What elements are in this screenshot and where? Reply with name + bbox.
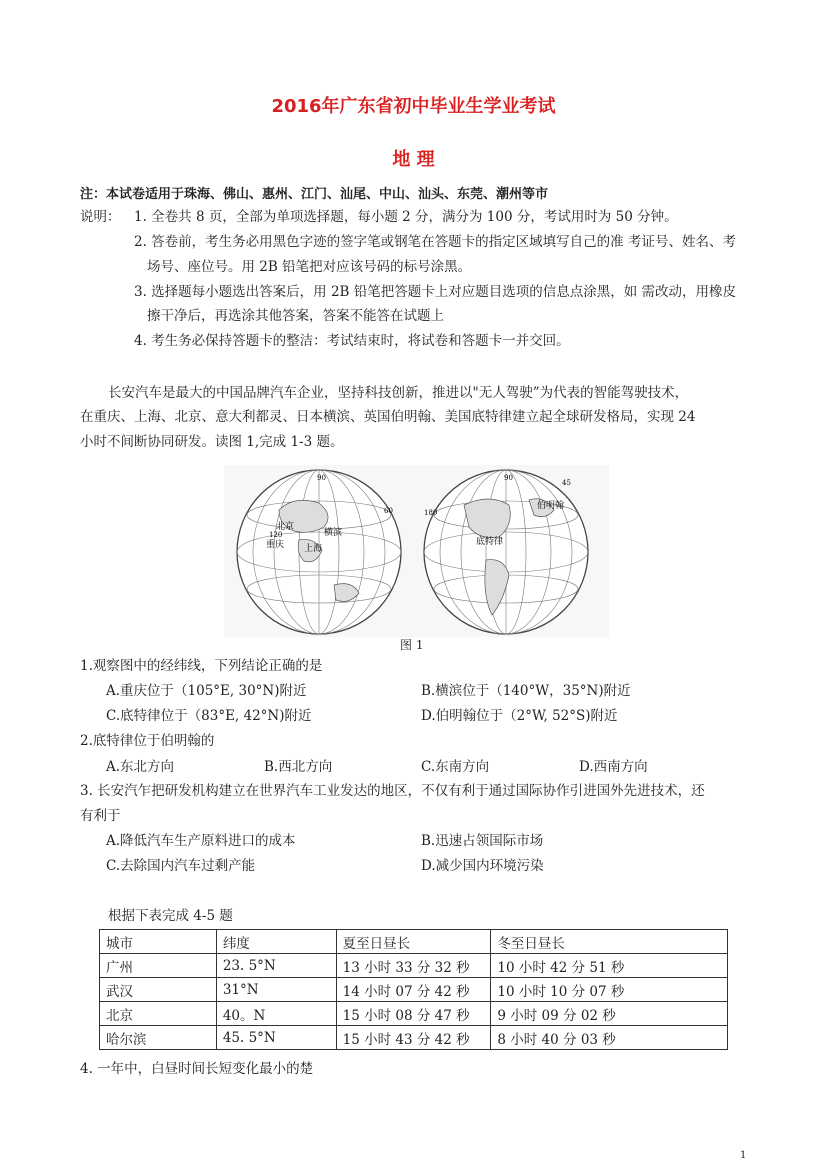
header-winter-solstice: 冬至日昼长: [491, 930, 728, 954]
cell-latitude: 23. 5°N: [216, 954, 336, 978]
passage-line-1: 长安汽车是最大的中国品牌汽车企业，坚持科技创新，推进以"无人驾驶”为代表的智能驾驶技术，: [108, 385, 689, 401]
q1-option-c: C.底特律位于（83°E, 42°N)附近: [106, 708, 312, 724]
label-detroit: 底特律: [476, 537, 504, 547]
instruction-2: 2. 答卷前，考生务必用黑色字迹的签字笔或钢笔在答题卡的指定区域填写自己的准 考证号、姓名、考: [134, 234, 736, 250]
q4-stem: 4. 一年中，白昼时间长短变化最小的楚: [80, 1061, 314, 1077]
cell-summer: 15 小时 08 分 47 秒: [336, 1002, 491, 1026]
cell-summer: 15 小时 43 分 42 秒: [336, 1026, 491, 1050]
instruction-3: 3. 选择题每小题选出答案后，用 2B 铅笔把答题卡上对应题目选项的信息点涂黑，如 需改动，用橡皮: [134, 284, 737, 300]
instruction-3-cont: 擦干净后，再选涂其他答案，答案不能答在试题上: [147, 308, 444, 324]
q3-option-c: C.去除国内汽车过剩产能: [106, 858, 256, 874]
label-shanghai: 上海: [304, 544, 323, 554]
right-deg-45: 45: [562, 479, 571, 487]
applicability-note: 注：本试卷适用于珠海、佛山、惠州、江门、汕尾、中山、汕头、东莞、潮州等市: [80, 187, 549, 202]
left-deg-90: 90: [317, 474, 326, 482]
header-summer-solstice: 夏至日昼长: [336, 930, 491, 954]
header-latitude: 纬度: [216, 930, 336, 954]
q1-option-b: B.横滨位于（140°W，35°N)附近: [421, 683, 631, 699]
right-globe: [424, 470, 588, 634]
q2-option-d: D.西南方向: [579, 759, 648, 775]
figure-1: [224, 465, 609, 641]
q1-stem: 1.观察图中的经纬线，下列结论正确的是: [80, 658, 323, 674]
cell-latitude: 40。N: [216, 1002, 336, 1026]
q2-stem: 2.底特律位于伯明翰的: [80, 733, 215, 749]
right-deg-180: 180: [424, 509, 438, 517]
left-globe: [237, 470, 401, 634]
cell-summer: 14 小时 07 分 42 秒: [336, 978, 491, 1002]
header-city: 城市: [100, 930, 217, 954]
exam-title: 2016年广东省初中毕业生学业考试: [271, 96, 556, 117]
q2-option-c: C.东南方向: [421, 759, 490, 775]
label-chongqing: 重庆: [266, 540, 285, 550]
label-beijing: 北京: [276, 522, 295, 532]
table-row: [100, 1026, 728, 1050]
cell-latitude: 31°N: [216, 978, 336, 1002]
passage-line-3: 小时不间断协同研发。读图 1,完成 1-3 题。: [80, 434, 344, 450]
cell-winter: 8 小时 40 分 03 秒: [491, 1026, 728, 1050]
left-deg-120: 120: [269, 531, 283, 539]
instructions-label: 说明：: [80, 209, 121, 225]
q3-option-b: B.迅速占领国际市场: [421, 833, 544, 849]
cell-city: 武汉: [100, 978, 217, 1002]
figure-caption: 图 1: [400, 638, 424, 652]
cell-city: 北京: [100, 1002, 217, 1026]
q3-stem-line-2: 有利于: [80, 808, 121, 824]
cell-city: 广州: [100, 954, 217, 978]
q2-option-a: A.东北方向: [106, 759, 175, 775]
subject-title: 地 理: [392, 149, 435, 170]
table-row: [100, 954, 728, 978]
cell-winter: 10 小时 10 分 07 秒: [491, 978, 728, 1002]
q3-option-a: A.降低汽车生产原料进口的成本: [106, 833, 296, 849]
cell-city: 哈尔滨: [100, 1026, 217, 1050]
passage-line-2: 在重庆、上海、北京、意大利都灵、日本横滨、英国伯明翰、美国底特律建立起全球研发格局，实现 24: [80, 409, 696, 425]
cell-latitude: 45. 5°N: [216, 1026, 336, 1050]
cell-summer: 13 小时 33 分 32 秒: [336, 954, 491, 978]
daylength-table: [99, 929, 728, 1050]
q1-option-a: A.重庆位于（105°E, 30°N)附近: [106, 683, 307, 699]
q1-option-d: D.伯明翰位于（2°W, 52°S)附近: [421, 708, 618, 724]
table-intro: 根据下表完成 4-5 题: [108, 908, 233, 924]
right-deg-90: 90: [504, 474, 513, 482]
page-number: 1: [740, 1150, 747, 1161]
instruction-4: 4. 考生务必保持答题卡的整洁：考试结束时，将试卷和答题卡一并交回。: [134, 333, 570, 349]
label-yokohama: 横滨: [324, 528, 343, 538]
q3-stem-line-1: 3. 长安汽乍把研发机构建立在世界汽车工业发达的地区，不仅有利于通过国际协作引进国外先进技术，还: [80, 783, 705, 799]
instruction-2-cont: 场号、座位号。用 2B 铅笔把对应该号码的标号涂黑。: [147, 259, 472, 275]
table-row: [100, 978, 728, 1002]
table-header-row: [100, 930, 728, 954]
q2-option-b: B.西北方向: [264, 759, 333, 775]
q3-option-d: D.减少国内环境污染: [421, 858, 544, 874]
left-deg-60: 60: [384, 507, 393, 515]
table-row: [100, 1002, 728, 1026]
globes-illustration: [224, 465, 609, 637]
cell-winter: 10 小时 42 分 51 秒: [491, 954, 728, 978]
instruction-1: 1. 全卷共 8 页，全部为单项选择题，每小题 2 分，满分为 100 分，考试用时为 50 分钟。: [134, 209, 678, 225]
label-birmingham: 伯明翰: [537, 501, 565, 511]
cell-winter: 9 小时 09 分 02 秒: [491, 1002, 728, 1026]
